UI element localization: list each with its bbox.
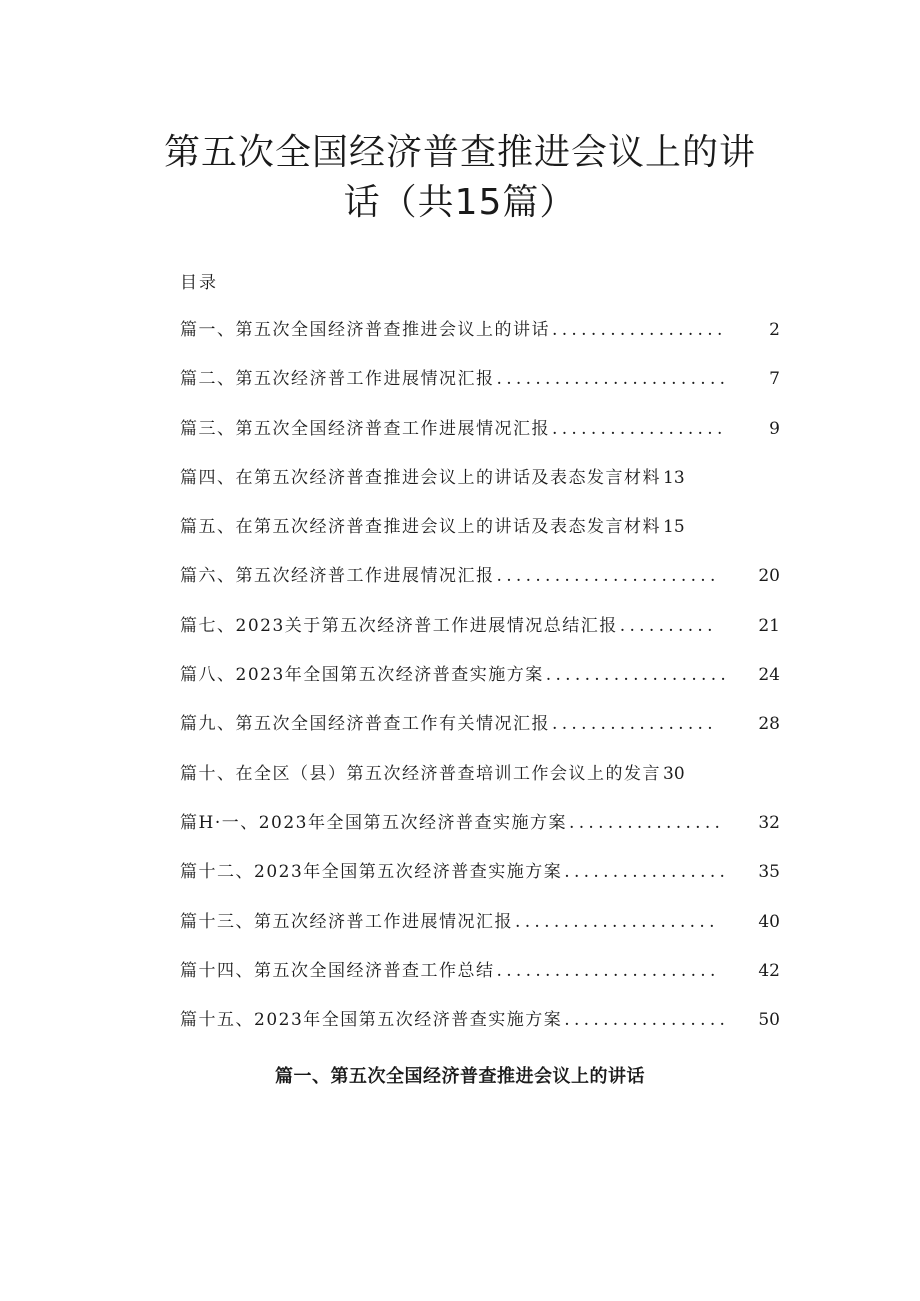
toc-item-6[interactable] [180, 562, 780, 611]
toc-leader-dots: ....................... [496, 960, 720, 981]
toc-item-label: 篇五、在第五次经济普查推进会议上的讲话及表态发言材料 [180, 517, 661, 538]
toc-heading: 目录 [180, 273, 218, 293]
toc-item-4[interactable] [180, 464, 780, 513]
toc-page-number: 15 [663, 517, 685, 538]
toc-item-label: 篇十五、2023年全国第五次经济普查实施方案 [180, 1010, 563, 1031]
toc-page-number: 32 [758, 812, 780, 833]
toc-leader-dots: ........................ [496, 369, 730, 390]
toc-leader-dots: ..................... [515, 911, 719, 932]
toc-leader-dots: ................ [569, 812, 725, 833]
toc-leader-dots: ................. [564, 862, 730, 883]
toc-leader-dots: ....................... [496, 566, 720, 587]
toc-item-label: 篇十、在全区（县）第五次经济普查培训工作会议上的发言 [180, 763, 661, 784]
toc-item-8[interactable] [180, 661, 780, 710]
section-heading: 篇一、第五次全国经济普查推进会议上的讲话 [275, 1066, 645, 1087]
toc-leader-dots: .................. [552, 320, 727, 340]
toc-item-label: 篇四、在第五次经济普查推进会议上的讲话及表态发言材料 [180, 467, 661, 488]
toc-item-11[interactable] [180, 809, 780, 858]
toc-item-label: 篇七、2023关于第五次经济普工作进展情况总结汇报 [180, 615, 618, 636]
toc-item-15[interactable] [180, 1006, 780, 1055]
toc-leader-dots: ................. [552, 714, 717, 735]
toc-leader-dots: ................... [545, 665, 731, 686]
toc-item-12[interactable] [180, 858, 780, 907]
toc-item-label: 篇三、第五次全国经济普查工作进展情况汇报 [180, 418, 550, 439]
toc-item-label: 篇八、2023年全国第五次经济普查实施方案 [180, 665, 544, 686]
toc-item-5[interactable] [180, 513, 780, 562]
toc-item-label: 篇十四、第五次全国经济普查工作总结 [180, 960, 495, 981]
toc-page-number: 30 [663, 763, 685, 784]
toc-page-number: 13 [663, 467, 685, 488]
toc-item-label: 篇二、第五次经济普工作进展情况汇报 [180, 369, 495, 390]
toc-page-number: 42 [758, 960, 780, 981]
title-line-1: 第五次全国经济普查推进会议上的讲 [163, 132, 756, 173]
toc-page-number: 50 [758, 1010, 780, 1031]
toc-page-number: 35 [758, 862, 780, 883]
toc-item-2[interactable] [180, 365, 780, 414]
toc-leader-dots: .......... [619, 615, 717, 636]
toc-page-number: 7 [769, 369, 780, 390]
toc-item-label: 篇H·一、2023年全国第五次经济普查实施方案 [180, 812, 567, 833]
toc-item-14[interactable] [180, 957, 780, 1006]
toc-item-9[interactable] [180, 710, 780, 759]
toc-item-1[interactable] [180, 316, 780, 365]
toc-page-number: 2 [769, 320, 780, 340]
toc-leader-dots: .................. [552, 418, 727, 439]
toc-page-number: 24 [758, 665, 780, 686]
toc-item-label: 篇十三、第五次经济普工作进展情况汇报 [180, 911, 513, 932]
toc-page-number: 40 [758, 911, 780, 932]
toc-leader-dots: ................. [564, 1010, 730, 1031]
toc-item-3[interactable] [180, 415, 780, 464]
toc-item-label: 篇一、第五次全国经济普查推进会议上的讲话 [180, 320, 550, 340]
toc-page-number: 9 [769, 418, 780, 439]
table-of-contents [180, 316, 780, 1055]
toc-item-7[interactable] [180, 612, 780, 661]
toc-page-number: 20 [758, 566, 780, 587]
title-line-2: 话（共15篇） [343, 182, 577, 223]
toc-item-label: 篇十二、2023年全国第五次经济普查实施方案 [180, 862, 563, 883]
document-title [120, 128, 800, 228]
toc-item-label: 篇九、第五次全国经济普查工作有关情况汇报 [180, 714, 550, 735]
toc-item-10[interactable] [180, 760, 780, 809]
toc-page-number: 21 [758, 615, 780, 636]
toc-item-13[interactable] [180, 908, 780, 957]
toc-item-label: 篇六、第五次经济普工作进展情况汇报 [180, 566, 495, 587]
toc-page-number: 28 [758, 714, 780, 735]
